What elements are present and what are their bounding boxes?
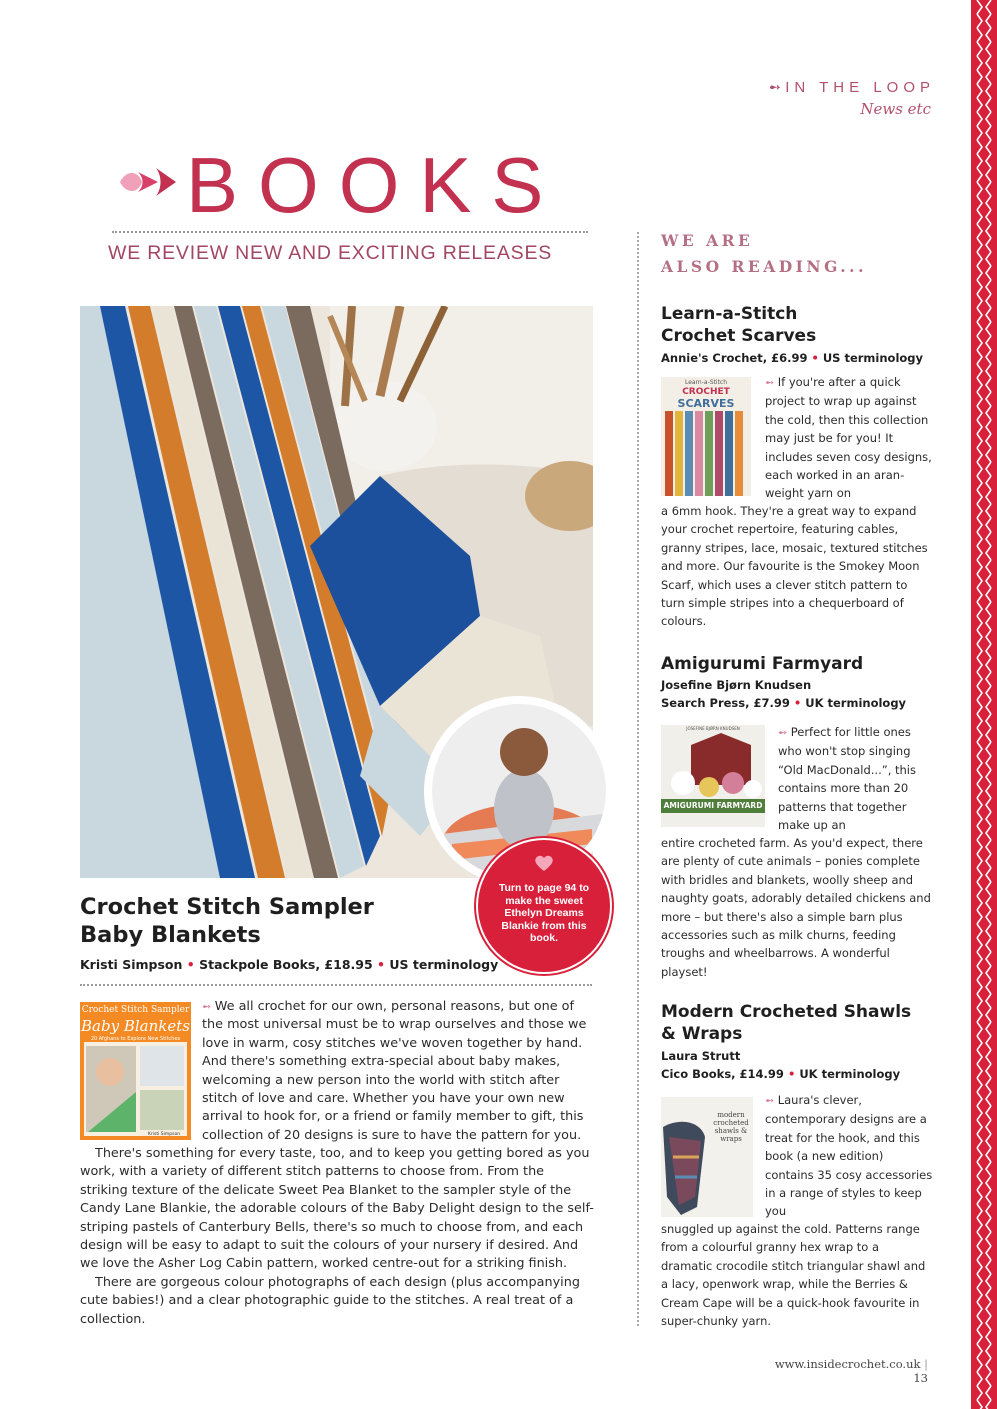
divider — [80, 984, 592, 986]
also-reading-heading: WE ARE ALSO READING... — [661, 231, 867, 276]
decorative-side-border — [971, 0, 997, 1409]
book-2-review-body: entire crocheted farm. As you'd expect, there are plenty of cute animals – ponies complete with bridles and blankets, woolly sheep and naughty goats, adorably detailed chickens and more – but there's also a simple barn plus accessories such as milk churns, feeding troughs and wheelbarrows. A wonderful playset! — [661, 836, 931, 979]
main-review-paragraph-2-3: There's something for every taste, too, and to keep you getting bored as you work, with a variety of different stitch patterns to choose from. From the striking texture of the delicate Sweet Pea Blanket to the sampler style of the Candy Lane Blankie, the adorable colours of the Baby Delight design to the self-striping pastels of Canterbury Bells, there's so much to choose from, and each design will be easy to adapt to suit the colours of your nursery if desired. And we love the Asher Log Cabin pattern, worked centre-out for a striking finish. There are gorgeous colour photographs of each design (plus accompanying cute babies!) and a clear photographic guide to the stitches. A real treat of a collection. — [80, 1146, 594, 1327]
section-label: ➻ IN THE LOOP — [768, 79, 935, 96]
arrow-icon — [118, 162, 180, 206]
arrow-icon: ➻ — [202, 1000, 215, 1013]
book-2-review-intro: ➻ Perfect for little ones who won't stop singing “Old MacDonald...”, this contains more than 20 patterns that together make up an — [778, 725, 916, 833]
footer-url: www.insidecrochet.co.uk — [774, 1357, 921, 1371]
book-3-title: Modern Crocheted Shawls & Wraps — [661, 1002, 912, 1044]
heart-icon — [534, 854, 554, 872]
arrow-icon: ➻ — [765, 1094, 778, 1107]
page-footer: www.insidecrochet.co.uk | 13 — [774, 1357, 928, 1385]
book-2-title: Amigurumi Farmyard — [661, 654, 864, 674]
book-2-meta: Josefine Bjørn Knudsen Search Press, £7.99 • UK terminology — [661, 678, 907, 710]
badge-text: Turn to page 94 to make the sweet Ethelyn Dreams Blankie from this book. — [498, 882, 590, 944]
book-1-review-intro: ➻ If you're after a quick project to wrap up against the cold, then this collection may just be for you! It includes seven cosy designs, each worked in an aran-weight yarn on — [765, 375, 932, 501]
book-3-meta: Laura Strutt Cico Books, £14.99 • UK terminology — [661, 1049, 901, 1081]
arrow-icon: ➻ — [765, 376, 778, 389]
arrow-icon: ➻ — [768, 79, 786, 96]
book-1-cover: Learn-a-Stitch CROCHET SCARVES — [661, 377, 751, 496]
page-title: BOOKS — [186, 141, 564, 229]
book-1-meta: Annie's Crochet, £6.99 • US terminology — [661, 351, 924, 365]
book-2-cover: JOSEFINE BJØRN KNUDSEN AMIGURUMI FARMYARD — [661, 725, 765, 827]
main-review-paragraph-1: ➻ We all crochet for our own, personal reasons, but one of the most universal must be to wrap ourselves and those we love in warm, cosy stitches we've woven together by hand. And there's something extra-special about baby makes, welcoming a new person into the world with stitch after stitch of love and care. Whether you have your own new arrival to hook for, or a friend or family member to gift, this collection of 20 designs is sure to have the pattern for you. — [202, 999, 587, 1143]
divider — [112, 231, 588, 233]
book-1-review-body: a 6mm hook. They're a great way to expand your crochet repertoire, featuring cables, granny stripes, lace, mosaic, textured stitches and more. Our favourite is the Smokey Moon Scarf, which uses a clever stitch pattern to turn simple stripes into a chequerboard of colours. — [661, 504, 928, 629]
main-review-title: Crochet Stitch Sampler Baby Blankets — [80, 894, 374, 948]
book-3-review-body: snuggled up against the cold. Patterns range from a colourful granny hex wrap to a dramatic crocodile stitch triangular shawl and a lacy, openwork wrap, while the Berries & Cream Cape will be a quick-hook favourite in super-chunky yarn. — [661, 1222, 926, 1329]
page-subtitle: WE REVIEW NEW AND EXCITING RELEASES — [108, 242, 553, 264]
book-1-title: Learn-a-Stitch Crochet Scarves — [661, 304, 817, 346]
book-3-review-intro: ➻ Laura's clever, contemporary designs are a treat for the hook, and this book (a new edition) contains 35 cosy accessories in a range of styles to keep you — [765, 1093, 933, 1219]
main-review-meta: Kristi Simpson • Stackpole Books, £18.95 • US terminology — [80, 957, 499, 972]
arrow-icon: ➻ — [778, 726, 791, 739]
column-divider — [637, 232, 639, 1326]
subsection-label: News etc — [860, 100, 931, 118]
page-number: 13 — [913, 1371, 928, 1385]
main-book-cover: Crochet Stitch Sampler Baby Blankets 20 Afghans to Explore New Stitches Kristi Simpson — [80, 1002, 191, 1140]
book-3-cover: modern crocheted shawls & wraps — [661, 1097, 753, 1217]
page-reference-badge — [478, 840, 610, 972]
